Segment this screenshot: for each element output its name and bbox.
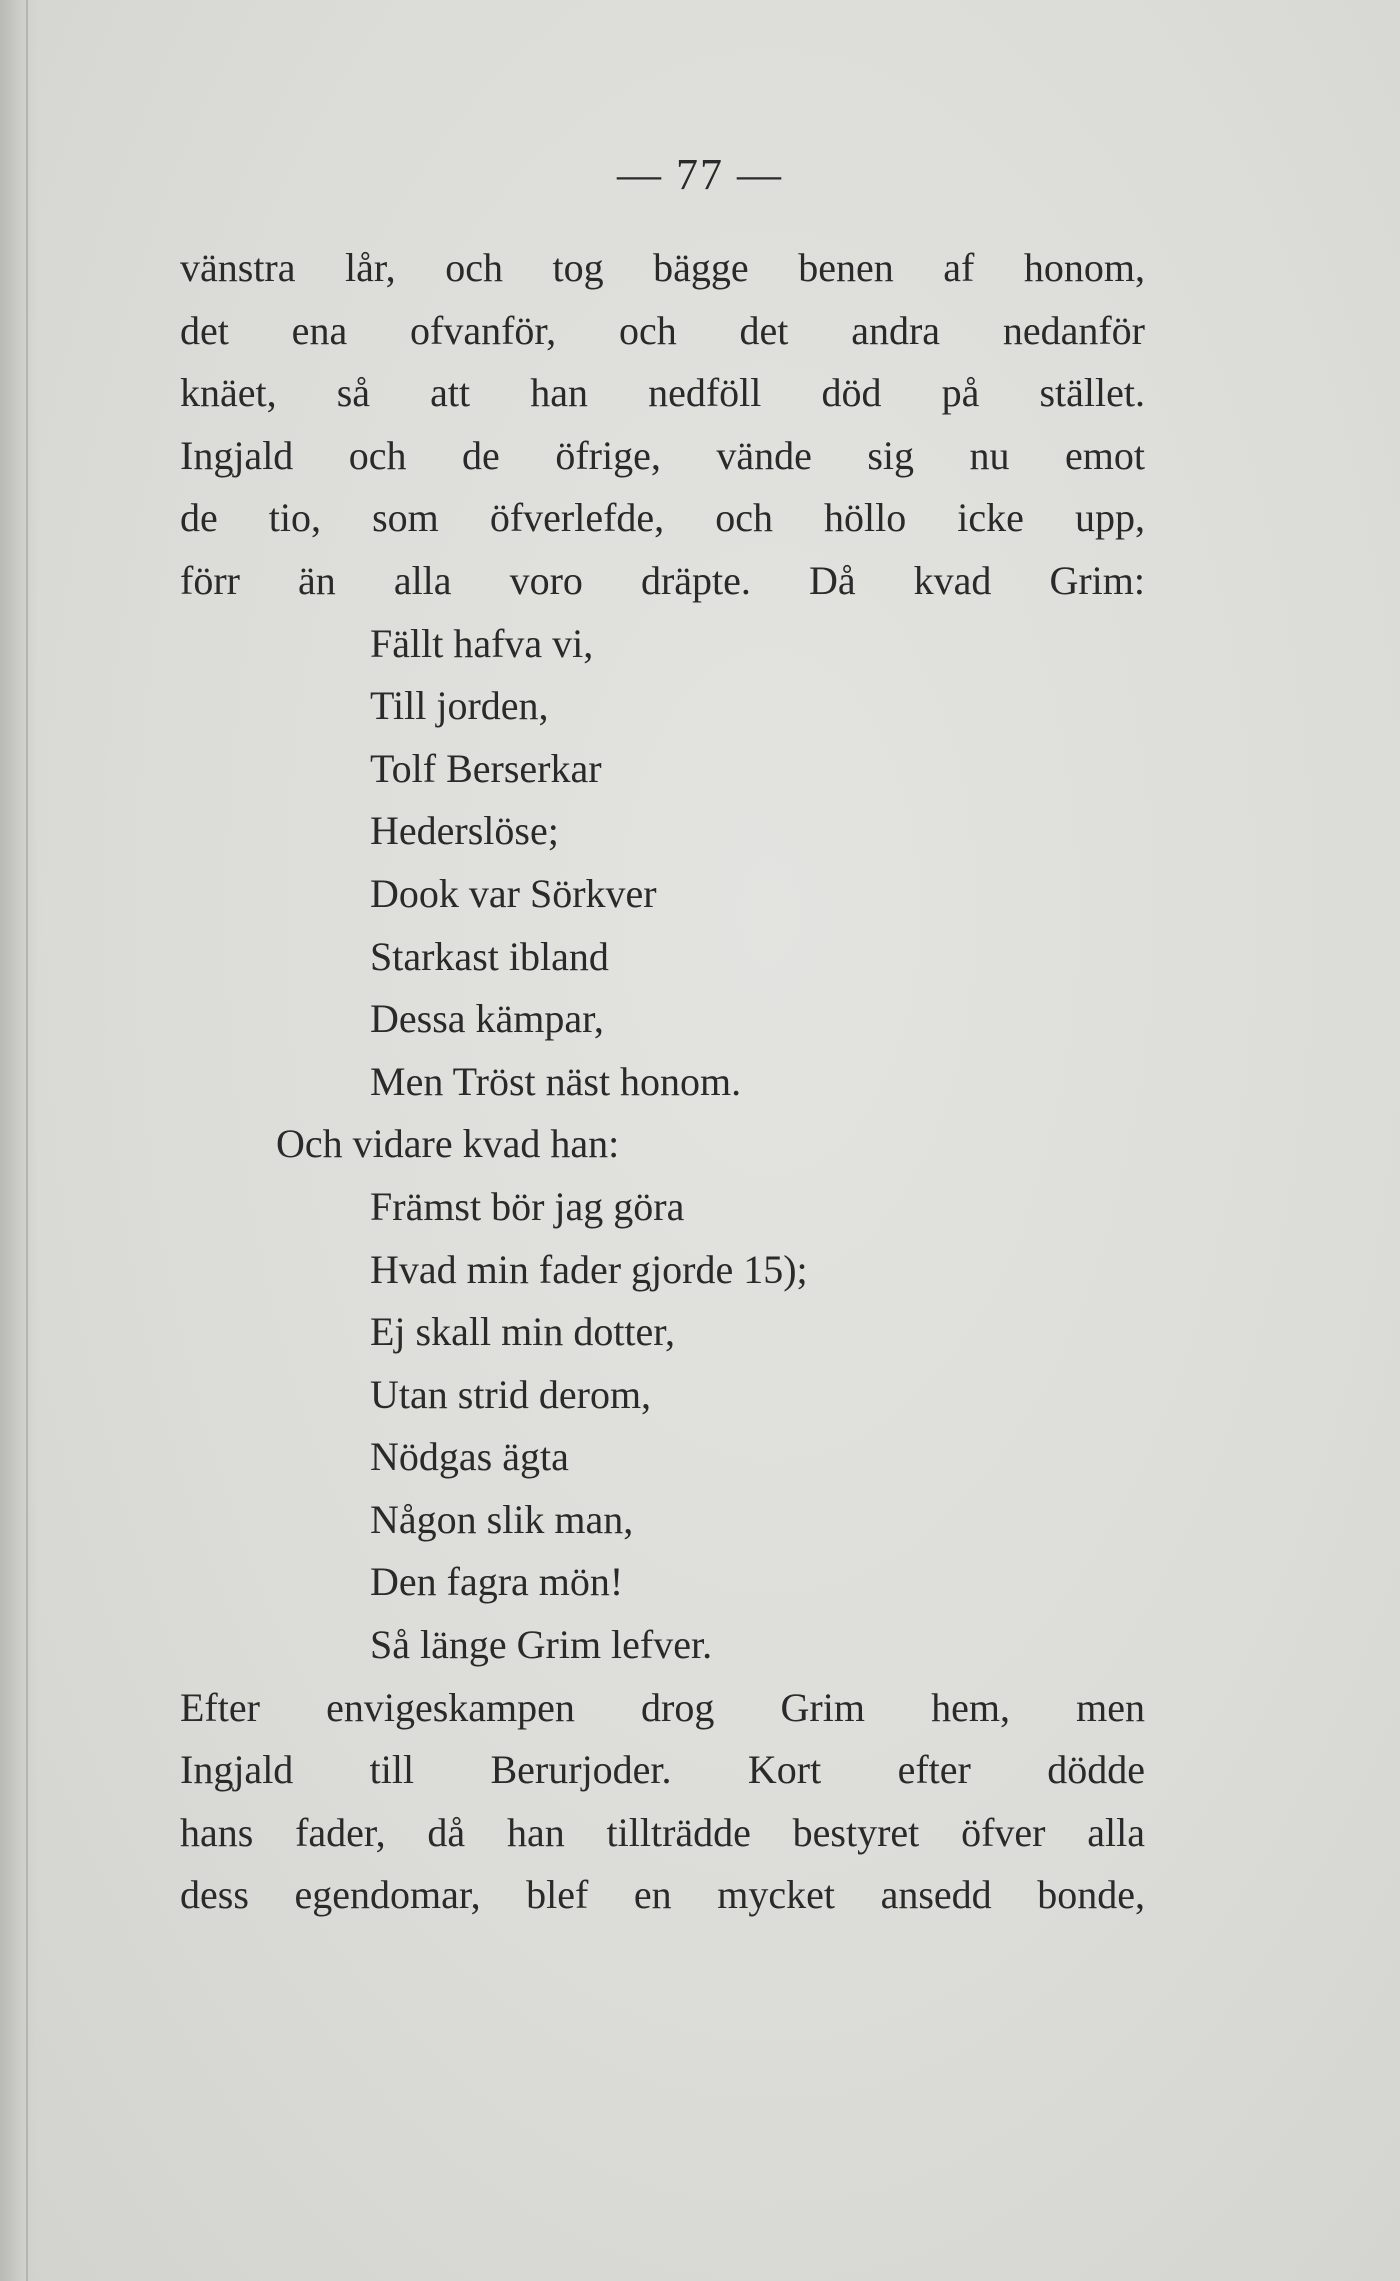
text-line: Efter envigeskampen drog Grim hem, men [180,1684,1145,1730]
text-line: det ena ofvanför, och det andra nedanför [180,307,1145,353]
page-gutter-shadow [0,0,38,2281]
verse-line: Tolf Berserkar [370,745,602,791]
verse-line: Så länge Grim lefver. [370,1622,713,1668]
verse-line: Men Tröst näst honom. [370,1058,742,1104]
page-text-body [180,237,1145,1927]
verse-line: Till jorden, [370,683,549,729]
verse-line: Ej skall min dotter, [370,1309,676,1355]
text-line: Ingjald till Berurjoder. Kort efter dödde [180,1747,1145,1793]
text-line: vänstra lår, och tog bägge benen af honom, [180,245,1145,290]
verse-line: Hvad min fader gjorde 15); [370,1246,808,1292]
verse-line: Fällt hafva vi, [370,620,594,666]
text-line: dess egendomar, blef en mycket ansedd bonde, [180,1872,1145,1918]
page-number: — 77 — [617,150,783,199]
text-line: hans fader, då han tillträdde bestyret öfver alla [180,1809,1145,1855]
verse-line: Den fagra mön! [370,1559,624,1605]
text-line: de tio, som öfverlefde, och höllo icke upp, [180,495,1145,541]
verse-line: Hederslöse; [370,808,559,854]
text-line: Ingjald och de öfrige, vände sig nu emot [180,432,1145,478]
verse-line: Någon slik man, [370,1496,634,1542]
text-line: förr än alla voro dräpte. Då kvad Grim: [180,557,1145,603]
page-binding-edge [26,0,28,2281]
verse-line: Utan strid derom, [370,1371,652,1417]
verse-line: Dook var Sörkver [370,870,657,916]
verse-line: Dessa kämpar, [370,996,604,1042]
text-line: knäet, så att han nedföll död på stället. [180,370,1145,416]
verse-line: Nödgas ägta [370,1434,569,1480]
text-line: Och vidare kvad han: [276,1121,620,1167]
verse-line: Starkast ibland [370,933,609,979]
verse-line: Främst bör jag göra [370,1183,685,1229]
